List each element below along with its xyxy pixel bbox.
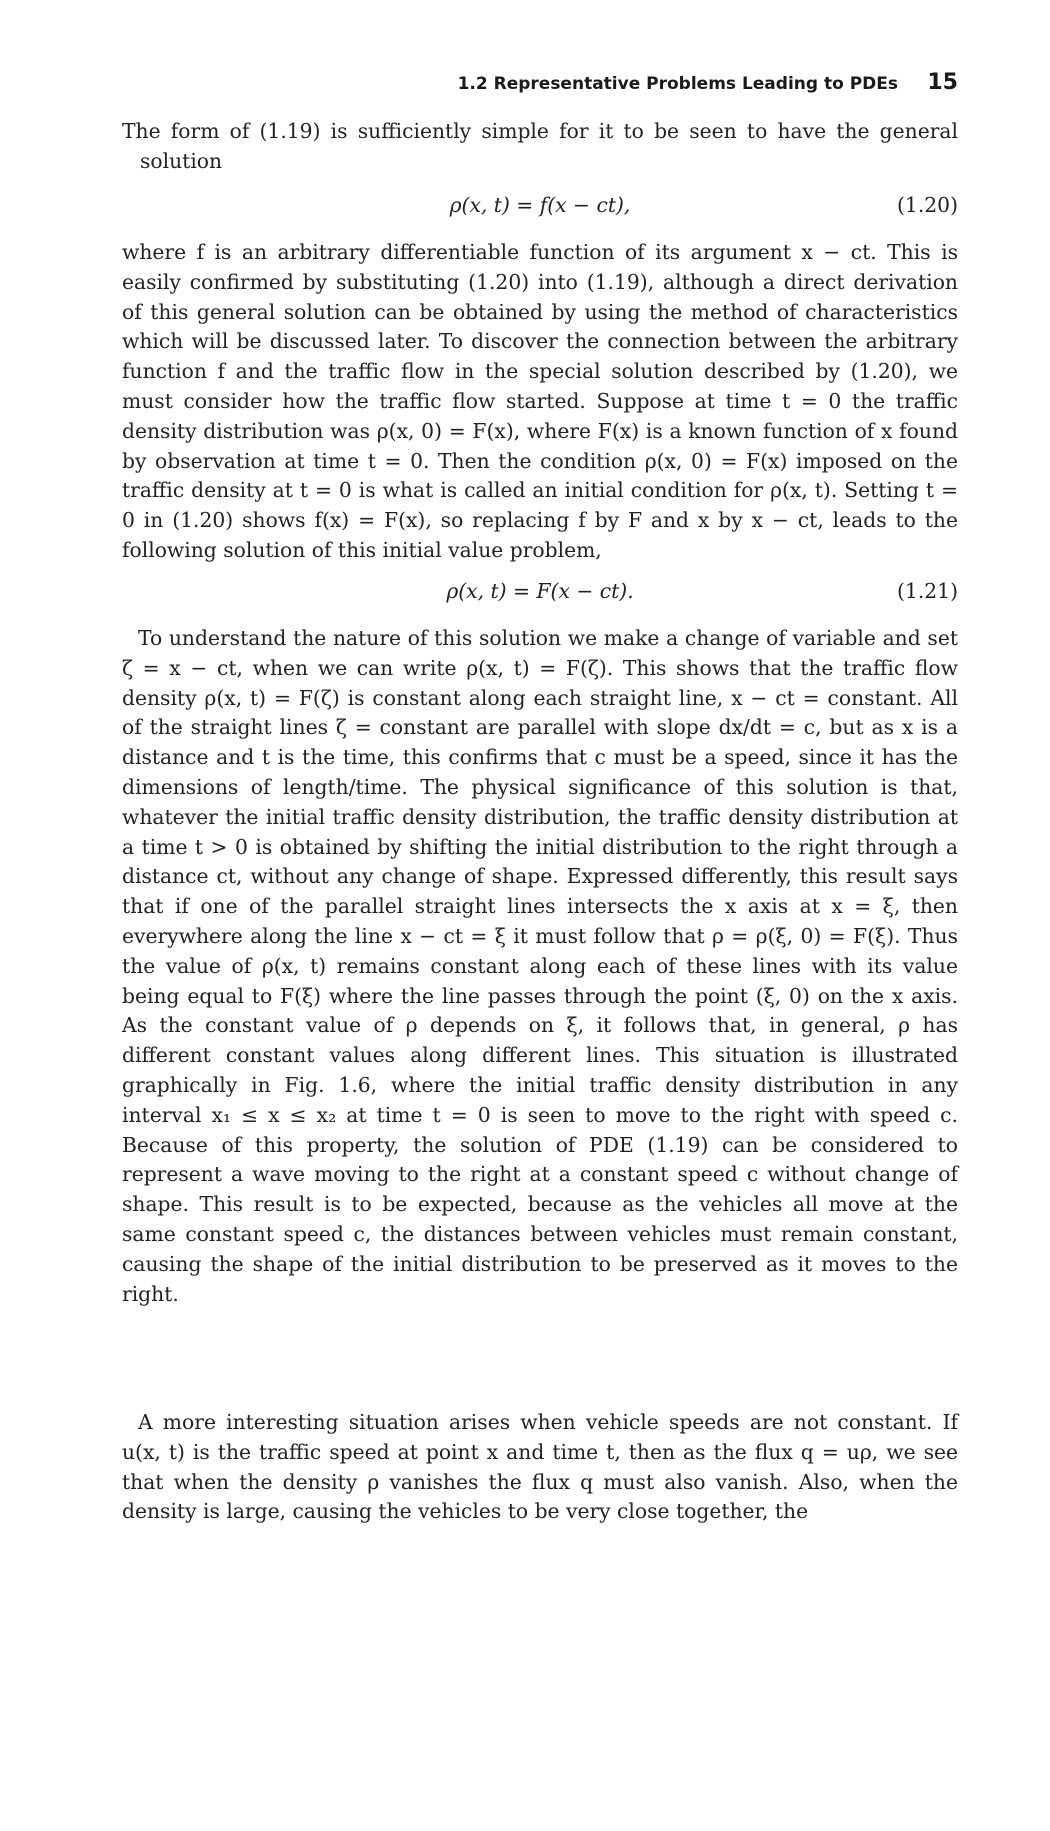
paragraph-4-text: A more interesting situation arises when vehicle speeds are not constant. If u(x, t) is the traffic speed at point x and time t, then as the flux q = uρ, we see that when the density ρ vanishes the flux q must also vanish. Also, when the density is large, causing the vehicles to be very close together, the	[122, 1410, 958, 1524]
paragraph-2-text: where f is an arbitrary differentiable function of its argument x − ct. This is easily confirmed by substituting (1.20) into (1.19), although a direct derivation of this general solution can be obtained by using the method of characteristics which will be discussed later. To discover the connection between the arbitrary function f and the traffic flow in the special solution described by (1.20), we must consider how the traffic flow started. Suppose at time t = 0 the traffic density distribution was ρ(x, 0) = F(x), where F(x) is a known function of x found by observation at time t = 0. Then the condition ρ(x, 0) = F(x) imposed on the traffic density at t = 0 is what is called an initial condition for ρ(x, t). Setting t = 0 in (1.20) shows f(x) = F(x), so replacing f by F and x by x − ct, leads to the following solution of this initial value problem,	[122, 240, 958, 562]
paragraph-4	[122, 1408, 958, 1527]
section-title: 1.2 Representative Problems Leading to PDEs	[457, 74, 898, 94]
running-header	[122, 70, 958, 102]
equation-1-21-number: (1.21)	[897, 579, 958, 603]
paragraph-3	[122, 624, 958, 1309]
paragraph-1	[122, 117, 958, 177]
paragraph-3-text: To understand the nature of this solution we make a change of variable and set ζ = x − ct, when we can write ρ(x, t) = F(ζ). This shows that the traffic flow density ρ(x, t) = F(ζ) is constant along each straight line, x − ct = constant. All of the straight lines ζ = constant are parallel with slope dx/dt = c, but as x is a distance and t is the time, this confirms that c must be a speed, since it has the dimensions of length/time. The physical significance of this solution is that, whatever the initial traffic density distribution, the traffic density distribution at a time t > 0 is obtained by shifting the initial distribution to the right through a distance ct, without any change of shape. Expressed differently, this result says that if one of the parallel straight lines intersects the x axis at x = ξ, then everywhere along the line x − ct = ξ it must follow that ρ = ρ(ξ, 0) = F(ξ). Thus the value of ρ(x, t) remains constant along each of these lines with its value being equal to F(ξ) where the line passes through the point (ξ, 0) on the x axis. As the constant value of ρ depends on ξ, it follows that, in general, ρ has different constant values along different lines. This situation is illustrated graphically in Fig. 1.6, where the initial traffic density distribution in any interval x₁ ≤ x ≤ x₂ at time t = 0 is seen to move to the right with speed c. Because of this property, the solution of PDE (1.19) can be considered to represent a wave moving to the right at a constant speed c without change of shape. This result is to be expected, because as the vehicles all move at the same constant speed c, the distances between vehicles must remain constant, causing the shape of the initial distribution to be preserved as it moves to the right.	[122, 626, 958, 1306]
paragraph-2	[122, 238, 958, 566]
paragraph-1-text: The form of (1.19) is sufficiently simple for it to be seen to have the general solution	[122, 119, 958, 173]
equation-1-20-number: (1.20)	[897, 193, 958, 217]
equation-1-20	[122, 193, 958, 227]
equation-1-20-formula: ρ(x, t) = f(x − ct),	[449, 193, 631, 217]
equation-1-21	[122, 579, 958, 613]
equation-1-21-formula: ρ(x, t) = F(x − ct).	[446, 579, 634, 603]
page-number: 15	[927, 70, 958, 95]
